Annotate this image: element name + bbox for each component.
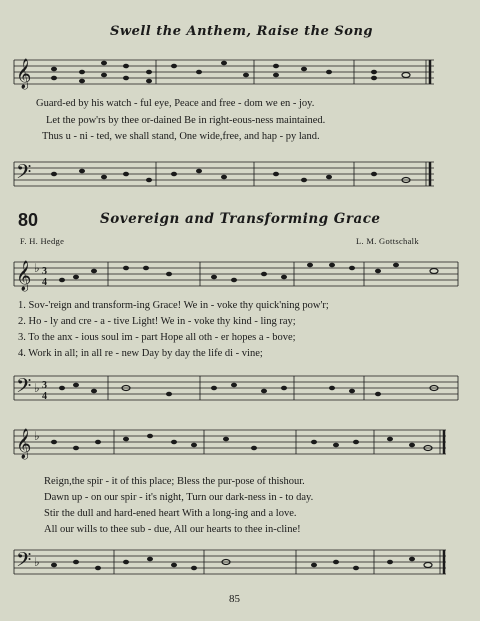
svg-text:♭: ♭	[34, 555, 40, 569]
hymn-title: Sovereign and Transforming Grace	[100, 211, 381, 227]
verse-4-line-1: 4. Work in all; in all re - new Day by day the life di - vine;	[18, 348, 263, 359]
svg-text:𝄢: 𝄢	[16, 550, 32, 576]
svg-text:3: 3	[42, 266, 47, 277]
svg-text:𝄞: 𝄞	[16, 261, 32, 290]
svg-text:4: 4	[42, 277, 47, 288]
svg-text:𝄢: 𝄢	[16, 376, 32, 402]
verse-3-line-2: Stir the dull and hard-ened heart With a long-ing and a love.	[44, 508, 297, 519]
svg-text:♭: ♭	[34, 381, 40, 395]
treble-staff-system-1	[14, 252, 458, 298]
verse-1-line-2: Reign,the spir - it of this place; Bless the pur-pose of thishour.	[44, 476, 305, 487]
verse-3-line-1: 3. To the anx - ious soul im - part Hope all oth - er hopes a - bove;	[18, 332, 296, 343]
svg-text:♭: ♭	[34, 429, 40, 443]
prev-lyric-line-2: Let the pow'rs by thee or-dained Be in right-eous-ness maintained.	[46, 115, 326, 126]
bass-staff-prev	[14, 152, 434, 196]
svg-text:4: 4	[42, 391, 47, 402]
svg-text:3: 3	[42, 380, 47, 391]
treble-staff-system-2	[14, 420, 446, 466]
page-number: 85	[229, 593, 240, 605]
prev-lyric-line-1: Guard-ed by his watch - ful eye, Peace and free - dom we en - joy.	[36, 98, 315, 109]
prev-lyric-line-3: Thus u - ni - ted, we shall stand, One wide,free, and hap - py land.	[42, 131, 320, 142]
svg-text:𝄞: 𝄞	[16, 429, 32, 458]
hymn-composer: L. M. Gottschalk	[356, 236, 419, 246]
treble-staff-prev	[14, 50, 434, 94]
hymn-number: 80	[18, 210, 39, 230]
bass-staff-system-1	[14, 366, 458, 412]
hymn-author: F. H. Hedge	[20, 236, 65, 246]
svg-text:♭: ♭	[34, 261, 40, 275]
svg-text:𝄞: 𝄞	[16, 59, 32, 88]
bass-staff-system-2	[14, 540, 446, 586]
verse-2-line-1: 2. Ho - ly and cre - a - tive Light! We in - voke thy kind - ling ray;	[18, 316, 296, 327]
prev-hymn-title: Swell the Anthem, Raise the Song	[110, 24, 374, 39]
svg-text:𝄢: 𝄢	[16, 162, 32, 188]
verse-1-line-1: 1. Sov-'reign and transform-ing Grace! We in - voke thy quick'ning pow'r;	[18, 300, 329, 311]
verse-2-line-2: Dawn up - on our spir - it's night, Turn our dark-ness in - to day.	[44, 492, 314, 503]
verse-4-line-2: All our wills to thee sub - due, All our hearts to thee in-cline!	[44, 524, 301, 535]
